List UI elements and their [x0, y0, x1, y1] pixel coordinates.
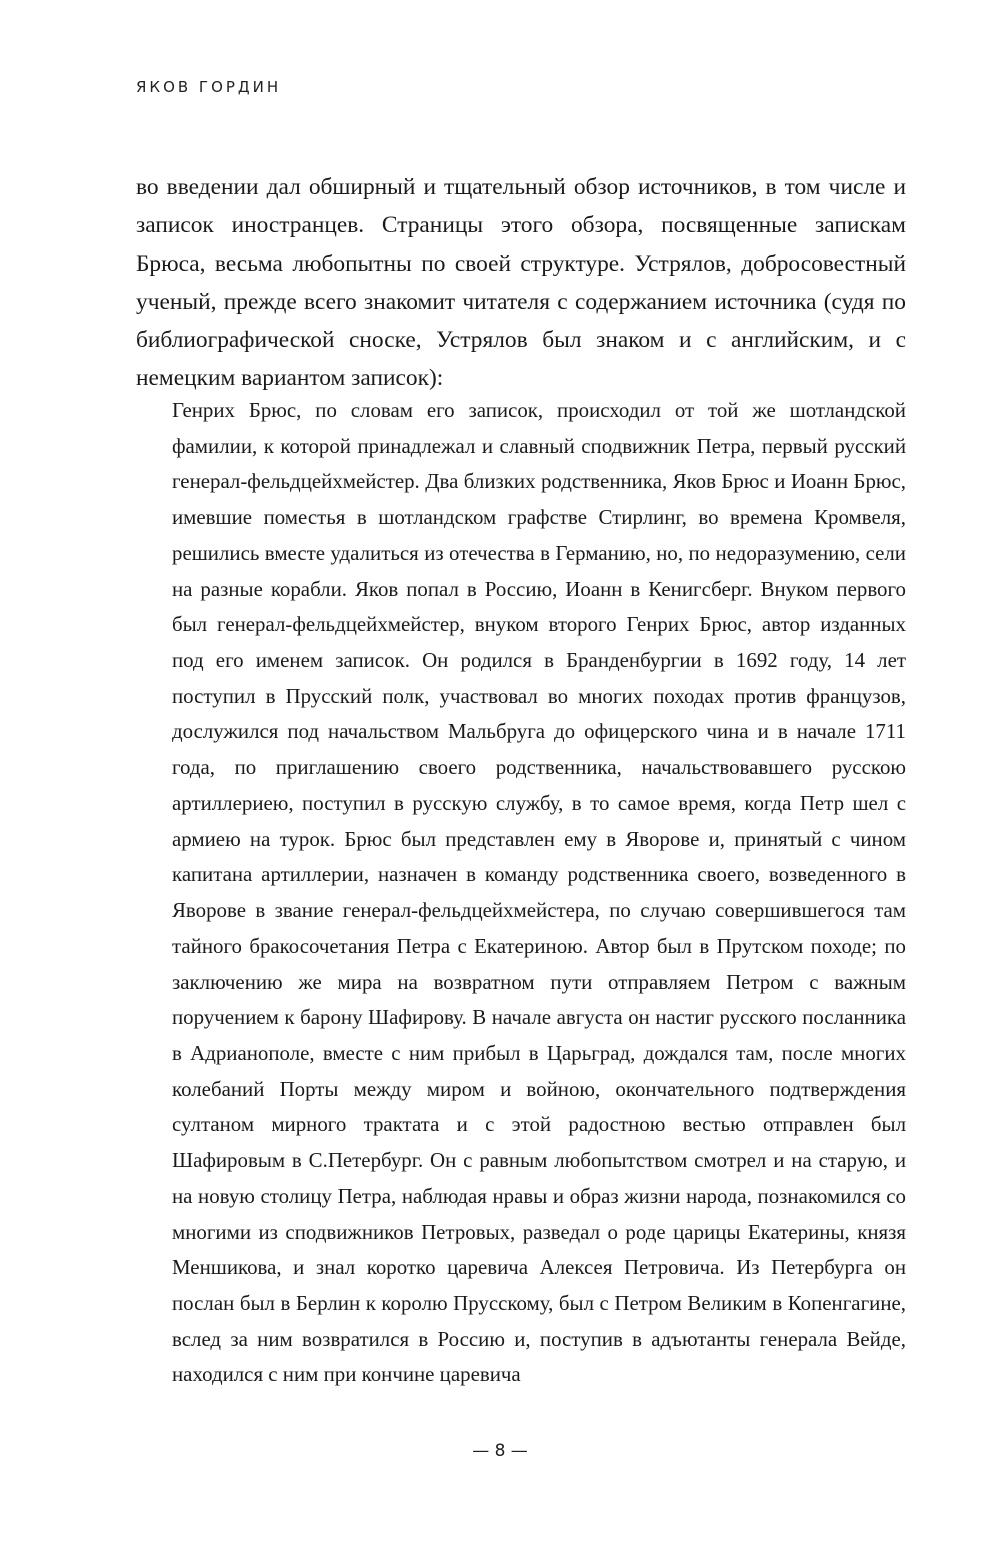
running-head: ЯКОВ ГОРДИН: [136, 78, 282, 96]
page-number: — 8 —: [472, 1441, 528, 1461]
block-quotation: Генрих Брюс, по словам его записок, происходил от той же шотландской фамилии, к которой принадлежал и славный сподвижник Петра, первый русский генерал-фельдцейхмейстер. Два близких родственника, Яков Брюс и Иоанн Брюс, имевшие поместья в шотландском графстве Стирлинг, во времена Кромвеля, решились вместе удалиться из отечества в Германию, но, по недоразумению, сели на разные корабли. Яков попал в Россию, Иоанн в Кенигсберг. Внуком первого был генерал-фельдцейхмейстер, внуком второго Генрих Брюс, автор изданных под его именем записок. Он родился в Бранденбургии в 1692 году, 14 лет поступил в Прусский полк, участвовал во многих походах против французов, дослужился под начальством Мальбруга до офицерского чина и в начале 1711 года, по приглашению своего родственника, начальствовавшего русскою артиллериею, поступил в русскую службу, в то самое время, когда Петр шел с армиею на турок. Брюс был представлен ему в Яворове и, принятый с чином капитана артиллерии, назначен в команду родственника своего, возведенного в Яворове в звание генерал-фельдцейхмейстера, по случаю совершившегося там тайного бракосочетания Петра с Екатериною. Автор был в Прутском походе; по заключению же мира на возвратном пути отправляем Петром с важным поручением к барону Шафирову. В начале августа он настиг русского посланника в Адрианополе, вместе с ним прибыл в Царьград, дождался там, после многих колебаний Порты между миром и войною, окончательного подтверждения султаном мирного трактата и с этой радостною вестью отправлен был Шафировым в С.Петербург. Он с равным любопытством смотрел и на старую, и на новую столицу Петра, наблюдая нравы и образ жизни народа, познакомился со многими из сподвижников Петровых, разведал о роде царицы Екатерины, князя Меншикова, и знал коротко царевича Алексея Петровича. Из Петербурга он послан был в Берлин к королю Прусскому, был с Петром Великим в Копенгагине, вслед за ним возвратился в Россию и, поступив в адъютанты генерала Вейде, находился с ним при кончине царевича: [172, 398, 906, 1387]
intro-paragraph: во введении дал обширный и тщательный обзор источников, в том числе и записок иностранцев. Страницы этого обзора, посвященные запискам Брюса, весьма любопытны по своей структуре. Устрялов, добросовестный ученый, прежде всего знакомит читателя с содержанием источника (судя по библиографической сноске, Устрялов был знаком и с английским, и с немецким вариантом записок):: [136, 174, 906, 392]
